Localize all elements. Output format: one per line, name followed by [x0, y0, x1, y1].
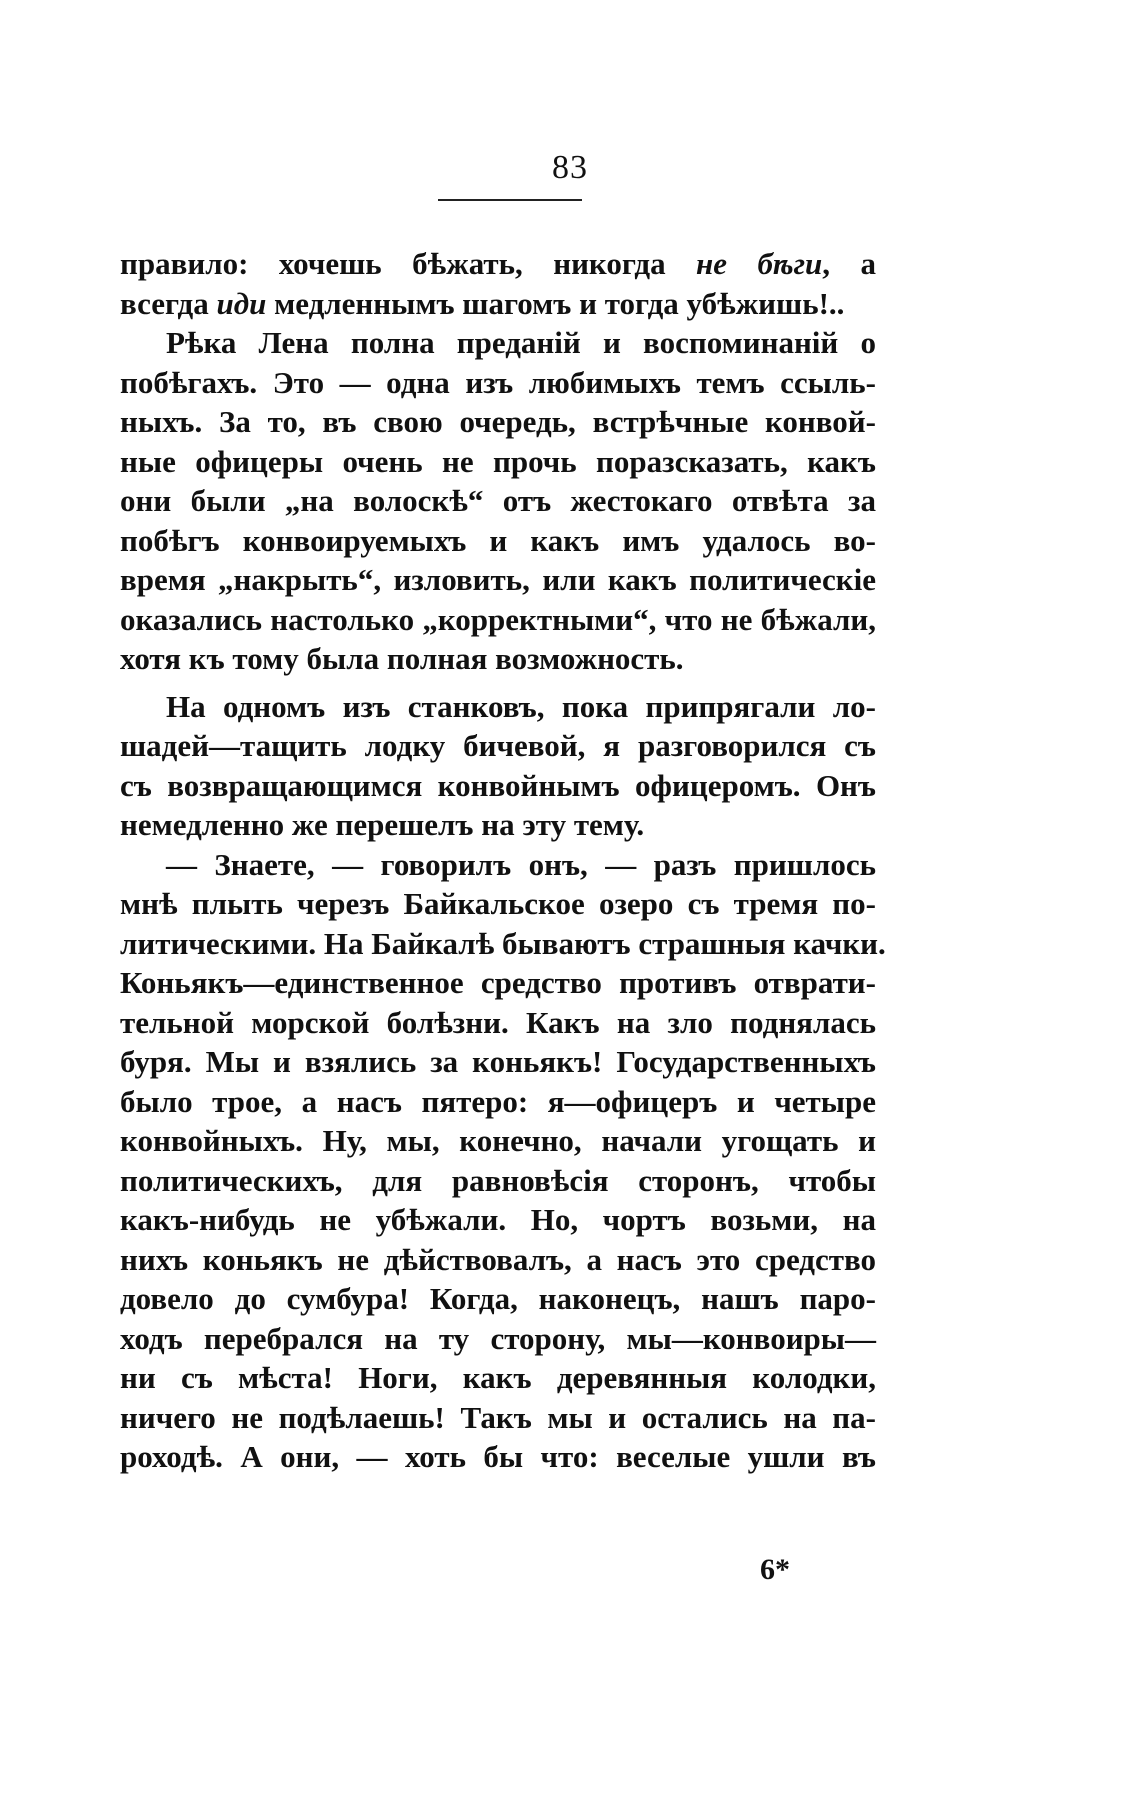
text-line [120, 1319, 876, 1359]
text-segment: ходъ перебрался на ту сторону, мы—конвоиры— [120, 1320, 876, 1356]
text-body [120, 244, 886, 1477]
text-segment: всегда [120, 285, 217, 321]
text-line [120, 1200, 876, 1240]
text-segment: немедленно же перешелъ на эту тему. [120, 807, 645, 842]
text-segment: побѣгъ конвоируемыхъ и какъ имъ удалось во- [120, 522, 876, 558]
text-line [120, 1082, 876, 1122]
text-segment: — Знаете, — говорилъ онъ, — разъ пришлось [166, 846, 876, 882]
text-line [120, 924, 886, 964]
text-line [120, 687, 876, 727]
text-line [120, 1358, 876, 1398]
page-number: 83 [552, 149, 588, 186]
text-line [120, 639, 876, 679]
text-segment: шадей—тащить лодку бичевой, я разговорился съ [120, 728, 876, 763]
italic-text: не бѣги [696, 246, 823, 281]
text-segment: тельной морской болѣзни. Какъ на зло поднялась [120, 1004, 876, 1040]
text-line [120, 244, 876, 284]
text-line [120, 963, 876, 1003]
text-segment: хотя къ тому была полная возможность. [120, 641, 684, 676]
text-line [120, 1279, 876, 1319]
text-line [120, 726, 876, 766]
text-line [120, 481, 876, 521]
text-segment: было трое, а насъ пятеро: я—офицеръ и четыре [120, 1083, 876, 1119]
text-segment: роходѣ. А они, — хоть бы что: веселые ушли въ [120, 1439, 876, 1474]
text-segment: литическими. На Байкалѣ бываютъ страшныя качки. [120, 925, 886, 961]
text-line [120, 363, 876, 403]
text-line [120, 1398, 876, 1438]
header-rule [438, 199, 582, 201]
text-line [120, 442, 876, 482]
text-segment: нихъ коньякъ не дѣйствовалъ, а насъ это средство [120, 1241, 876, 1277]
text-line [120, 402, 876, 442]
text-segment: , а [822, 246, 876, 281]
text-segment: медленнымъ шагомъ и тогда убѣжишь!.. [266, 285, 845, 321]
text-line [120, 1437, 876, 1477]
text-line [120, 521, 876, 561]
text-line [120, 284, 876, 324]
text-line [120, 1003, 876, 1043]
text-line [120, 560, 876, 600]
signature-mark: 6* [760, 1553, 790, 1586]
text-segment: ные офицеры очень не прочь поразсказать, какъ [120, 443, 876, 479]
text-line [120, 766, 876, 806]
text-line [120, 845, 876, 885]
text-line [120, 805, 876, 845]
text-segment: побѣгахъ. Это — одна изъ любимыхъ темъ ссыль- [120, 364, 876, 400]
text-line [120, 600, 876, 640]
text-segment: время „накрыть“, изловить, или какъ политическіе [120, 562, 876, 597]
text-segment: ни съ мѣста! Ноги, какъ деревянныя колодки, [120, 1360, 876, 1395]
text-segment: ничего не подѣлаешь! Такъ мы и остались на па- [120, 1399, 876, 1435]
text-line [120, 1121, 876, 1161]
text-segment: какъ-нибудь не убѣжали. Но, чортъ возьми, на [120, 1202, 876, 1237]
text-segment: довело до сумбура! Когда, наконецъ, нашъ паро- [120, 1281, 876, 1316]
text-line [120, 884, 876, 924]
text-segment: Рѣка Лена полна преданій и воспоминаній о [166, 325, 876, 360]
text-line [120, 323, 876, 363]
text-segment: буря. Мы и взялись за коньякъ! Государственныхъ [120, 1044, 876, 1079]
text-segment: мнѣ плыть черезъ Байкальское озеро съ тремя по- [120, 886, 876, 921]
italic-text: иди [216, 285, 267, 321]
text-segment: оказались настолько „корректными“, что не бѣжали, [120, 601, 876, 637]
text-segment: политическихъ, для равновѣсія сторонъ, чтобы [120, 1162, 876, 1198]
text-segment: На одномъ изъ станковъ, пока припрягали ло- [166, 688, 876, 724]
text-line [120, 1042, 876, 1082]
text-line [120, 1240, 876, 1280]
text-segment: конвойныхъ. Ну, мы, конечно, начали угощать и [120, 1123, 876, 1158]
text-segment: Коньякъ—единственное средство противъ отврати- [120, 965, 876, 1000]
text-segment: ныхъ. За то, въ свою очередь, встрѣчные конвой- [120, 404, 876, 439]
text-segment: они были „на волоскѣ“ отъ жестокаго отвѣта за [120, 483, 876, 518]
text-segment: правило: хочешь бѣжать, никогда [120, 246, 697, 281]
text-segment: съ возвращающимся конвойнымъ офицеромъ. Онъ [120, 767, 876, 803]
text-line [120, 1161, 876, 1201]
